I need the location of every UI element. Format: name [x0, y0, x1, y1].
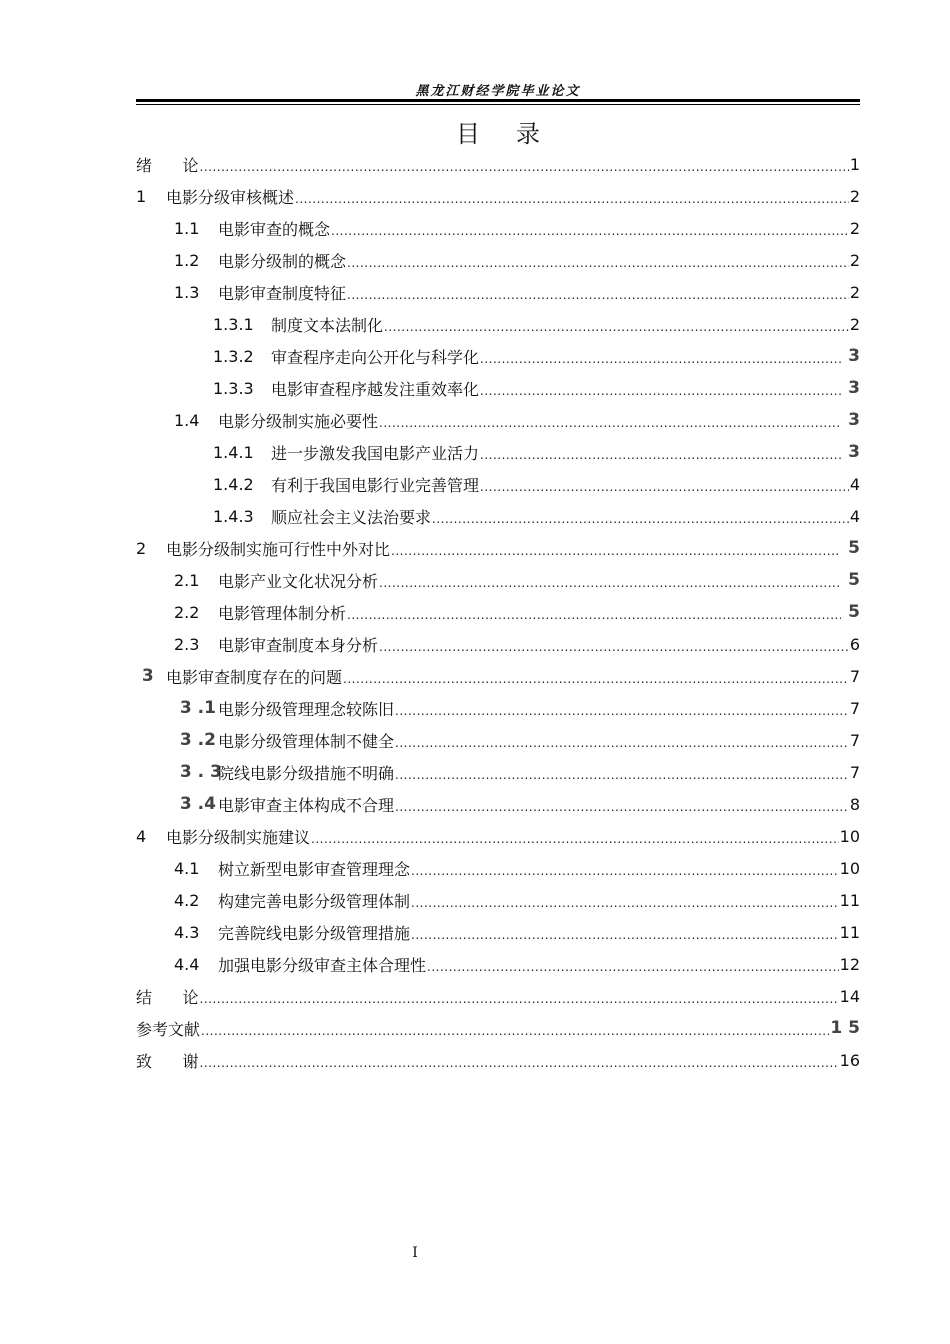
toc-entry-label: 电影分级管理理念较陈旧: [218, 699, 395, 719]
header-rule-thin: [136, 104, 860, 105]
toc-entry-page: 11: [839, 922, 860, 942]
toc-entry-number: 2.3: [174, 634, 200, 654]
toc-entry-label: 电影分级制实施建议: [166, 827, 311, 847]
toc-entry[interactable]: [136, 692, 860, 724]
toc-dot-leader: [343, 672, 849, 686]
toc-entry-label: 电影审查制度特征: [218, 283, 347, 303]
toc-entry-page: 4: [849, 474, 860, 494]
toc-dot-leader: [480, 448, 841, 462]
toc-entry[interactable]: [136, 500, 860, 532]
toc-entry-number: 2.1: [174, 570, 200, 590]
toc-entry-label: 电影审查主体构成不合理: [218, 795, 395, 815]
toc-dot-leader: [200, 160, 849, 174]
toc-dot-leader: [411, 928, 839, 942]
toc-entry[interactable]: [136, 1012, 860, 1044]
toc-dot-leader: [295, 192, 849, 206]
toc-dot-leader: [411, 896, 839, 910]
toc-entry-number: 4.3: [174, 922, 200, 942]
toc-entry-label: 绪 论: [136, 155, 199, 175]
toc-entry-number: 1.1: [174, 218, 200, 238]
toc-entry-page: 1: [849, 154, 860, 174]
toc-entry-page: 4: [849, 506, 860, 526]
toc-entry-number: 1.2: [174, 250, 200, 270]
toc-title: 目录: [456, 120, 576, 148]
toc-entry-number: 1.3.1: [213, 314, 254, 334]
toc-entry-number: 2.2: [174, 602, 200, 622]
toc-dot-leader: [200, 1056, 839, 1070]
toc-entry-label: 制度文本法制化: [271, 315, 384, 335]
toc-dot-leader: [395, 704, 849, 718]
toc-entry-page: 6: [849, 634, 860, 654]
toc-entry-label: 加强电影分级审查主体合理性: [218, 955, 427, 975]
toc-entry-label: 参考文献: [136, 1019, 201, 1039]
toc-entry-page: 7: [849, 730, 860, 750]
toc-entry-page: 2: [849, 314, 860, 334]
toc-entry[interactable]: [136, 532, 860, 564]
toc-dot-leader: [379, 416, 841, 430]
toc-entry-number: 4.2: [174, 890, 200, 910]
toc-entry-number: 2: [136, 538, 147, 558]
toc-entry-number: 1.4: [174, 410, 200, 430]
table-of-contents: [136, 148, 860, 1076]
toc-entry-page: 12: [839, 954, 860, 974]
toc-entry[interactable]: [136, 212, 860, 244]
toc-entry-label: 构建完善电影分级管理体制: [218, 891, 411, 911]
toc-dot-leader: [384, 320, 849, 334]
toc-entry[interactable]: [136, 468, 860, 500]
toc-entry-page: 1 5: [830, 1018, 860, 1038]
document-header: 黑龙江财经学院毕业论文: [415, 84, 581, 99]
toc-entry-number: 4.1: [174, 858, 200, 878]
toc-entry[interactable]: [136, 852, 860, 884]
toc-dot-leader: [331, 224, 849, 238]
toc-dot-leader: [395, 768, 849, 782]
toc-entry-number: 3 .4: [174, 794, 216, 814]
toc-dot-leader: [480, 480, 849, 494]
toc-entry-number: 1.4.3: [213, 506, 254, 526]
toc-entry[interactable]: [136, 308, 860, 340]
toc-entry-label: 电影审查程序越发注重效率化: [271, 379, 480, 399]
toc-entry-number: 1: [136, 186, 147, 206]
toc-entry-page: 2: [849, 250, 860, 270]
toc-dot-leader: [411, 864, 839, 878]
toc-entry-page: 10: [839, 826, 860, 846]
toc-entry[interactable]: [136, 596, 860, 628]
toc-entry-label: 审查程序走向公开化与科学化: [271, 347, 480, 367]
toc-entry-page: 7: [849, 666, 860, 686]
toc-entry[interactable]: [136, 244, 860, 276]
toc-entry-page: 16: [839, 1050, 860, 1070]
toc-entry-page: 5: [842, 570, 860, 590]
header-rule-thick: [136, 99, 860, 102]
toc-entry-label: 有利于我国电影行业完善管理: [271, 475, 480, 495]
toc-dot-leader: [347, 288, 849, 302]
toc-dot-leader: [480, 352, 841, 366]
toc-entry[interactable]: [136, 916, 860, 948]
toc-entry[interactable]: [136, 980, 860, 1012]
toc-entry[interactable]: [136, 1044, 860, 1076]
toc-entry[interactable]: [136, 948, 860, 980]
toc-entry-label: 电影审查制度本身分析: [218, 635, 379, 655]
toc-entry-page: 2: [849, 186, 860, 206]
toc-dot-leader: [427, 960, 839, 974]
toc-entry-label: 电影审查的概念: [218, 219, 331, 239]
toc-dot-leader: [347, 608, 841, 622]
toc-entry-label: 电影审查制度存在的问题: [166, 667, 343, 687]
toc-entry[interactable]: [136, 628, 860, 660]
toc-entry-number: 1.3.3: [213, 378, 254, 398]
toc-entry-number: 3 .2: [174, 730, 216, 750]
toc-entry-page: 2: [849, 218, 860, 238]
toc-entry-number: 1.3.2: [213, 346, 254, 366]
toc-dot-leader: [201, 1024, 829, 1038]
toc-entry-number: 3: [136, 666, 154, 686]
toc-entry-page: 14: [839, 986, 860, 1006]
toc-entry-label: 电影管理体制分析: [218, 603, 347, 623]
toc-entry-label: 树立新型电影审查管理理念: [218, 859, 411, 879]
toc-dot-leader: [379, 576, 841, 590]
toc-entry[interactable]: [136, 372, 860, 404]
toc-entry[interactable]: [136, 564, 860, 596]
toc-entry-page: 11: [839, 890, 860, 910]
toc-entry-label: 进一步激发我国电影产业活力: [271, 443, 480, 463]
toc-dot-leader: [395, 736, 849, 750]
toc-entry-label: 致 谢: [136, 1051, 199, 1071]
toc-entry[interactable]: [136, 724, 860, 756]
toc-entry-label: 电影分级制实施必要性: [218, 411, 379, 431]
toc-entry-label: 电影分级审核概述: [166, 187, 295, 207]
toc-entry[interactable]: [136, 436, 860, 468]
toc-entry-number: 1.4.2: [213, 474, 254, 494]
toc-dot-leader: [347, 256, 849, 270]
toc-entry[interactable]: [136, 820, 860, 852]
toc-entry-label: 电影产业文化状况分析: [218, 571, 379, 591]
toc-entry-label: 院线电影分级措施不明确: [218, 763, 395, 783]
toc-dot-leader: [200, 992, 839, 1006]
toc-entry-label: 顺应社会主义法治要求: [271, 507, 432, 527]
toc-dot-leader: [379, 640, 849, 654]
toc-entry[interactable]: [136, 660, 860, 692]
toc-entry-page: 5: [842, 538, 860, 558]
toc-entry-label: 完善院线电影分级管理措施: [218, 923, 411, 943]
toc-entry-label: 电影分级制实施可行性中外对比: [166, 539, 391, 559]
toc-entry-page: 10: [839, 858, 860, 878]
toc-entry-label: 电影分级管理体制不健全: [218, 731, 395, 751]
page-number: I: [412, 1245, 418, 1261]
toc-entry-page: 2: [849, 282, 860, 302]
toc-entry-number: 1.4.1: [213, 442, 254, 462]
toc-dot-leader: [311, 832, 839, 846]
toc-entry[interactable]: [136, 404, 860, 436]
toc-entry-page: 3: [842, 378, 860, 398]
toc-entry-label: 电影分级制的概念: [218, 251, 347, 271]
toc-entry-number: 1.3: [174, 282, 200, 302]
toc-entry-page: 3: [842, 346, 860, 366]
toc-entry[interactable]: [136, 180, 860, 212]
toc-entry-page: 7: [849, 698, 860, 718]
toc-entry-number: 3 .1: [174, 698, 216, 718]
toc-entry-page: 8: [849, 794, 860, 814]
toc-entry[interactable]: [136, 276, 860, 308]
toc-entry-page: 7: [849, 762, 860, 782]
toc-dot-leader: [480, 384, 841, 398]
toc-dot-leader: [391, 544, 841, 558]
toc-entry-number: 4: [136, 826, 147, 846]
toc-entry[interactable]: [136, 340, 860, 372]
toc-entry-number: 3 . 3: [174, 762, 222, 782]
toc-entry[interactable]: [136, 884, 860, 916]
toc-dot-leader: [395, 800, 849, 814]
toc-entry-number: 4.4: [174, 954, 200, 974]
toc-entry-page: 3: [842, 442, 860, 462]
toc-entry[interactable]: [136, 148, 860, 180]
toc-entry[interactable]: [136, 788, 860, 820]
toc-entry-page: 3: [842, 410, 860, 430]
toc-dot-leader: [432, 512, 849, 526]
toc-entry-page: 5: [842, 602, 860, 622]
toc-entry-label: 结 论: [136, 987, 199, 1007]
toc-entry[interactable]: [136, 756, 860, 788]
